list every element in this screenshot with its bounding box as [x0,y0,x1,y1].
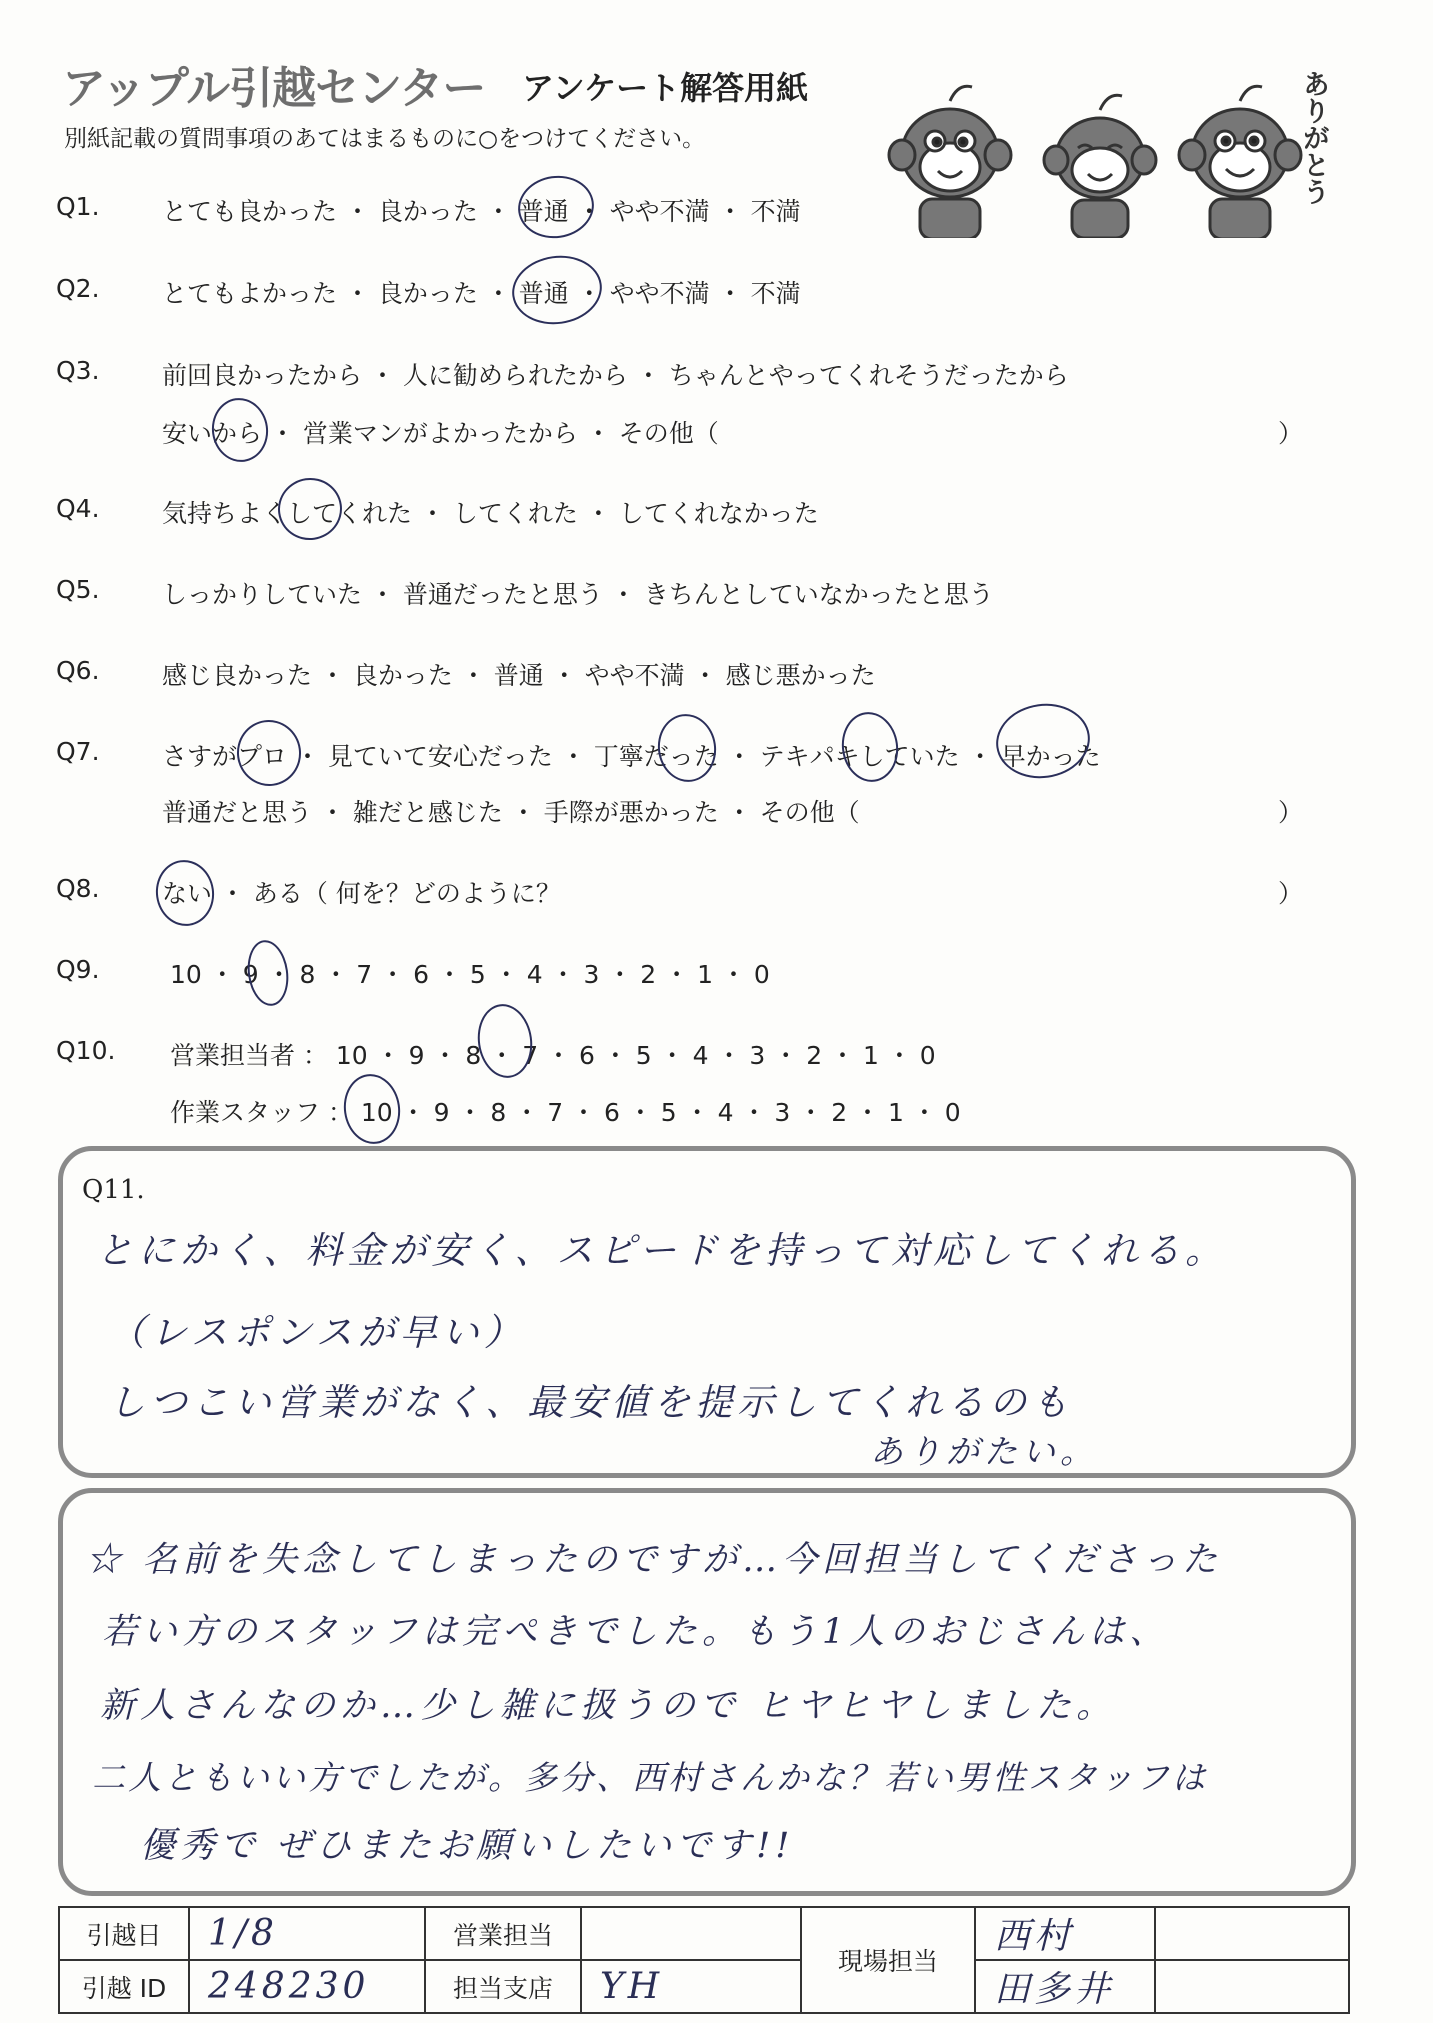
q10-staff-scale: 作業スタッフ ： 10 ・ 9 ・ 8 ・ 7 ・ 6 ・ 5 ・ 4 ・ 3 ・ 2 ・ 1 ・ 0 [170,1098,961,1127]
q4-number: Q4. [56,494,100,523]
q10-sales-scale: 営業担当者 ： 10 ・ 9 ・ 8 ・ 7 ・ 6 ・ 5 ・ 4 ・ 3 ・ 2 ・ 1 ・ 0 [170,1041,936,1070]
q8-options: ない ・ ある（ 何を？どのように？ [162,879,561,908]
q2-number: Q2. [56,274,100,303]
form-title: アップル引越センター [62,63,486,114]
q3-number: Q3. [56,356,100,385]
comment-line5: 優秀で ぜひまたお願いしたいです!! [140,1826,795,1866]
answer-mark-q7-teinei [654,710,721,785]
answer-mark-q1 [514,171,598,243]
instruction-text: 別紙記載の質問事項のあてはまるものに○をつけてください。 [64,126,706,152]
moving-date-label: 引越日 [58,1906,190,1961]
branch-value: YH [580,1959,802,2014]
q3-options-line2: 安いから ・ 営業マンがよかったから ・ その他（ [162,419,719,448]
site-rep-extra-cell-2 [1154,1959,1350,2014]
moving-date-value: 1/8 [188,1906,426,1961]
q2-options: とてもよかった ・ 良かった ・ 普通 ・ やや不満 ・ 不満 [162,279,801,308]
thanks-text: ありがとう [1298,70,1329,205]
answer-mark-q8 [152,856,219,929]
q4-options: 気持ちよくしてくれた ・ してくれた ・ してくれなかった [162,499,819,528]
form-subtitle: アンケート解答用紙 [522,69,809,107]
comment-line2: 若い方のスタッフは完ぺきでした。もう1人のおじさんは、 [102,1612,1170,1652]
q5-options: しっかりしていた ・ 普通だったと思う ・ きちんとしていなかったと思う [162,580,994,609]
comment-line4: 二人ともいい方でしたが。多分、西村さんかな？若い男性スタッフは [92,1758,1208,1797]
q11-answer-line2: （レスポンスが早い） [108,1311,526,1354]
answer-mark-q4 [274,474,346,544]
q5-number: Q5. [56,575,100,604]
q11-answer-line3: しつこい営業がなく、最安値を提示してくれるのも [108,1381,1074,1424]
q9-scale: 10 ・ 9 ・ 8 ・ 7 ・ 6 ・ 5 ・ 4 ・ 3 ・ 2 ・ 1 ・ 0 [170,960,770,989]
q9-number: Q9. [56,955,100,984]
moving-id-value: 248230 [188,1959,426,2014]
q3-close-paren: ） [1278,419,1304,448]
answer-mark-q2 [508,250,607,330]
site-rep-value-1: 西村 [974,1906,1156,1961]
branch-label: 担当支店 [424,1959,582,2014]
mascot-monkeys-illustration [880,58,1340,238]
q7-number: Q7. [56,737,100,766]
q10-number: Q10. [56,1036,116,1065]
answer-mark-q10-staff [339,1070,404,1147]
q1-number: Q1. [56,192,100,221]
site-rep-extra-cell-1 [1154,1906,1350,1961]
q3-options-line1: 前回良かったから ・ 人に勧められたから ・ ちゃんとやってくれそうだったから [162,361,1069,390]
q7-close-paren: ） [1278,798,1304,827]
q6-options: 感じ良かった ・ 良かった ・ 普通 ・ やや不満 ・ 感じ悪かった [162,661,876,690]
sales-rep-label: 営業担当 [424,1906,582,1961]
q8-number: Q8. [56,874,100,903]
site-rep-label: 現場担当 [800,1906,976,2014]
answer-mark-q7-pro [233,716,306,790]
site-rep-value-2: 田多井 [974,1959,1156,2014]
q11-number: Q11. [82,1175,145,1205]
moving-id-label: 引越 ID [58,1959,190,2014]
q11-answer-line4: ありがたい。 [870,1432,1098,1471]
q1-options: とても良かった ・ 良かった ・ 普通 ・ やや不満 ・ 不満 [162,197,801,226]
q7-options-line2: 普通だと思う ・ 雑だと感じた ・ 手際が悪かった ・ その他（ [162,798,860,827]
q11-answer-line1: とにかく、料金が安く、スピードを持って対応してくれる。 [96,1229,1228,1272]
answer-mark-q9 [244,938,293,1009]
comment-line3: 新人さんなのか…少し雑に扱うので ヒヤヒヤしました。 [100,1686,1117,1726]
comment-line1: ☆ 名前を失念してしまったのですが…今回担当してくださった [86,1540,1223,1580]
sales-rep-value [580,1906,802,1961]
answer-mark-q3 [208,394,272,465]
answer-mark-q7-tekipaki [837,708,902,785]
q6-number: Q6. [56,656,100,685]
q7-options-line1: さすがプロ ・ 見ていて安心だった ・ 丁寧だった ・ テキパキしていた ・ 早かった [162,742,1101,771]
q8-close-paren: ） [1278,879,1304,908]
